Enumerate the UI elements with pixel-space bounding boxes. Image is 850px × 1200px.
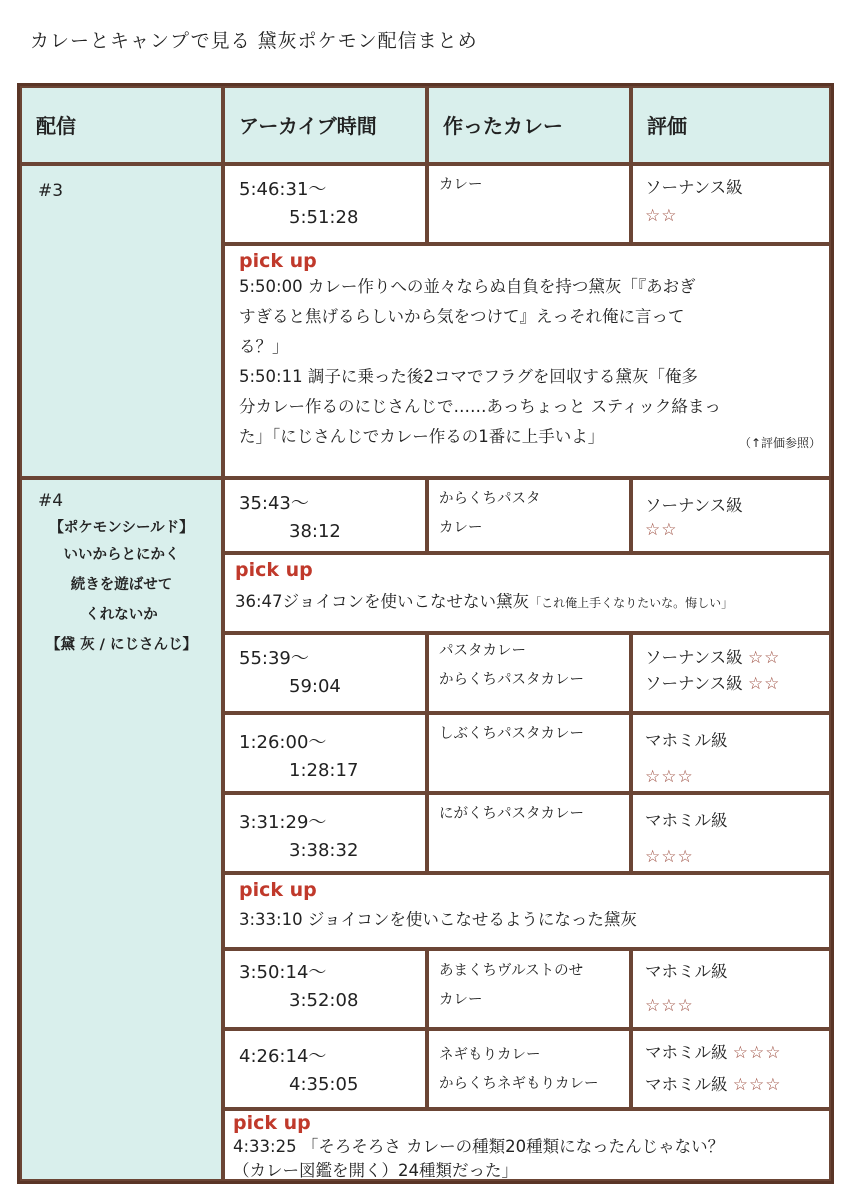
pickup-title: pick up (235, 559, 313, 581)
curry-name: カレー (439, 520, 483, 536)
rating-label: ソーナンス級 (645, 178, 743, 197)
stream-4-row6-time (223, 1029, 427, 1109)
curry-name: カレー (439, 992, 483, 1008)
star-icon: ☆☆ (645, 206, 678, 226)
stream-4-subtitle: 【黛 灰 / にじさんじ】 (46, 637, 197, 653)
pickup-line: 4:33:25 「そろそろさ カレーの種類20種類になったんじゃない？ (233, 1137, 725, 1156)
time-end: 3:52:08 (289, 990, 359, 1011)
summary-table (17, 83, 834, 1184)
curry-name: にがくちパスタカレー (439, 806, 584, 822)
pickup-line: 5:50:11 調子に乗った後2コマでフラグを回収する黛灰「俺多 (239, 367, 698, 386)
pickup-line: すぎると焦げるらしいから気をつけて』えっそれ俺に言って (239, 307, 685, 326)
stream-4-row5-curry (427, 949, 631, 1029)
header-rating (631, 86, 831, 164)
rating-label: マホミル級 (645, 1075, 728, 1094)
header-archive-time (223, 86, 427, 164)
time-start: 3:31:29〜 (239, 812, 327, 833)
page-title: カレーとキャンプで見る 黛灰ポケモン配信まとめ (30, 30, 478, 52)
star-icon: ☆☆☆ (645, 847, 694, 867)
pickup-title: pick up (239, 879, 317, 901)
stream-3-cell (20, 164, 223, 478)
time-end: 59:04 (289, 676, 341, 697)
header-curry-label: 作ったカレー (443, 114, 563, 138)
stream-3-curry-cell (427, 164, 631, 244)
stream-4-row3-curry (427, 713, 631, 793)
pickup-line: る？」 (239, 337, 289, 356)
time-start: 35:43〜 (239, 493, 309, 514)
pickup-line: 5:50:00 カレー作りへの並々ならぬ自負を持つ黛灰「『あおぎ (239, 277, 696, 296)
stream-4-pickup-1 (223, 553, 831, 633)
star-icon: ☆☆☆ (732, 1043, 782, 1063)
stream-4-row3-time (223, 713, 427, 793)
rating-label: マホミル級 (645, 962, 728, 981)
time-start: 4:26:14〜 (239, 1046, 327, 1067)
header-curry (427, 86, 631, 164)
time-end: 5:51:28 (289, 207, 359, 228)
rating-label: マホミル級 (645, 731, 728, 750)
rating-label: マホミル級 (645, 1043, 728, 1062)
stream-4-row6-rating (631, 1029, 831, 1109)
curry-name: からくちパスタカレー (439, 672, 584, 688)
pickup-line: 36:47ジョイコンを使いこなせない黛灰 (235, 592, 530, 611)
stream-3-label: #3 (38, 181, 64, 201)
star-icon: ☆☆☆ (645, 767, 694, 787)
time-start: 3:50:14〜 (239, 962, 327, 983)
stream-4-row4-time (223, 793, 427, 873)
star-icon: ☆☆ (747, 648, 781, 668)
time-end: 1:28:17 (289, 760, 359, 781)
stream-4-row2-curry (427, 633, 631, 713)
stream-4-subtitle: くれないか (85, 607, 158, 623)
curry-name: からくちパスタ (439, 491, 541, 507)
star-icon: ☆☆☆ (645, 996, 694, 1016)
stream-4-row6-curry (427, 1029, 631, 1109)
curry-name: パスタカレー (439, 643, 526, 659)
stream-4-subtitle: いいからとにかく (63, 547, 180, 563)
pickup-line: た」「にじさんじでカレー作るの1番に上手いよ」 (239, 427, 605, 446)
time-start: 1:26:00〜 (239, 732, 327, 753)
stream-4-row4-rating (631, 793, 831, 873)
stream-4-row4-curry (427, 793, 631, 873)
pickup-title: pick up (233, 1112, 311, 1134)
time-start: 5:46:31〜 (239, 179, 327, 200)
time-end: 3:38:32 (289, 840, 359, 861)
stream-3-pickup (223, 244, 831, 478)
pickup-title: pick up (239, 250, 317, 272)
rating-label: マホミル級 (645, 811, 728, 830)
star-icon: ☆☆ (747, 674, 781, 694)
stream-4-row1-rating (631, 478, 831, 553)
stream-4-pickup-3 (223, 1109, 831, 1181)
rating-label: ソーナンス級 (645, 648, 743, 667)
pickup-line: 分カレー作るのにじさんじで……あっちょっと スティック絡まっ (239, 397, 721, 416)
pickup-quote: 「これ俺上手くなりたいな。悔しい」 (529, 596, 734, 610)
pickup-line: 3:33:10 ジョイコンを使いこなせるようになった黛灰 (239, 910, 637, 929)
header-archive-time-label: アーカイブ時間 (239, 114, 377, 138)
star-icon: ☆☆☆ (732, 1075, 782, 1095)
pickup-line: （カレー図鑑を開く）24種類だった」 (233, 1161, 518, 1180)
curry-name: ネギもりカレー (439, 1047, 541, 1063)
rating-label: ソーナンス級 (645, 496, 743, 515)
stream-4-pickup-2 (223, 873, 831, 949)
stream-4-subtitle: 【ポケモンシールド】 (49, 520, 194, 536)
stream-4-cell (20, 478, 223, 1181)
stream-4-subtitle: 続きを遊ばせて (70, 577, 173, 593)
curry-name: からくちネギもりカレー (439, 1076, 599, 1092)
time-end: 38:12 (289, 521, 341, 542)
header-rating-label: 評価 (647, 114, 687, 138)
stream-4-row5-time (223, 949, 427, 1029)
stream-3-rating-cell (631, 164, 831, 244)
stream-4-row2-rating (631, 633, 831, 713)
stream-4-label: #4 (38, 491, 64, 511)
header-stream (20, 86, 223, 164)
curry-name: しぶくちパスタカレー (439, 726, 584, 742)
stream-3-time-cell (223, 164, 427, 244)
curry-name: あまくちヴルストのせ (439, 963, 584, 979)
stream-3-time (239, 176, 358, 232)
rating-label: ソーナンス級 (645, 674, 743, 693)
pickup-note: （↑評価参照） (738, 436, 821, 450)
star-icon: ☆☆ (645, 520, 678, 540)
stream-4-row5-rating (631, 949, 831, 1029)
stream-4-row1-time (223, 478, 427, 553)
header-stream-label: 配信 (36, 114, 76, 138)
stream-4-row2-time (223, 633, 427, 713)
curry-name: カレー (439, 177, 483, 193)
time-start: 55:39〜 (239, 648, 309, 669)
time-end: 4:35:05 (289, 1074, 359, 1095)
stream-4-row1-curry (427, 478, 631, 553)
stream-4-row3-rating (631, 713, 831, 793)
